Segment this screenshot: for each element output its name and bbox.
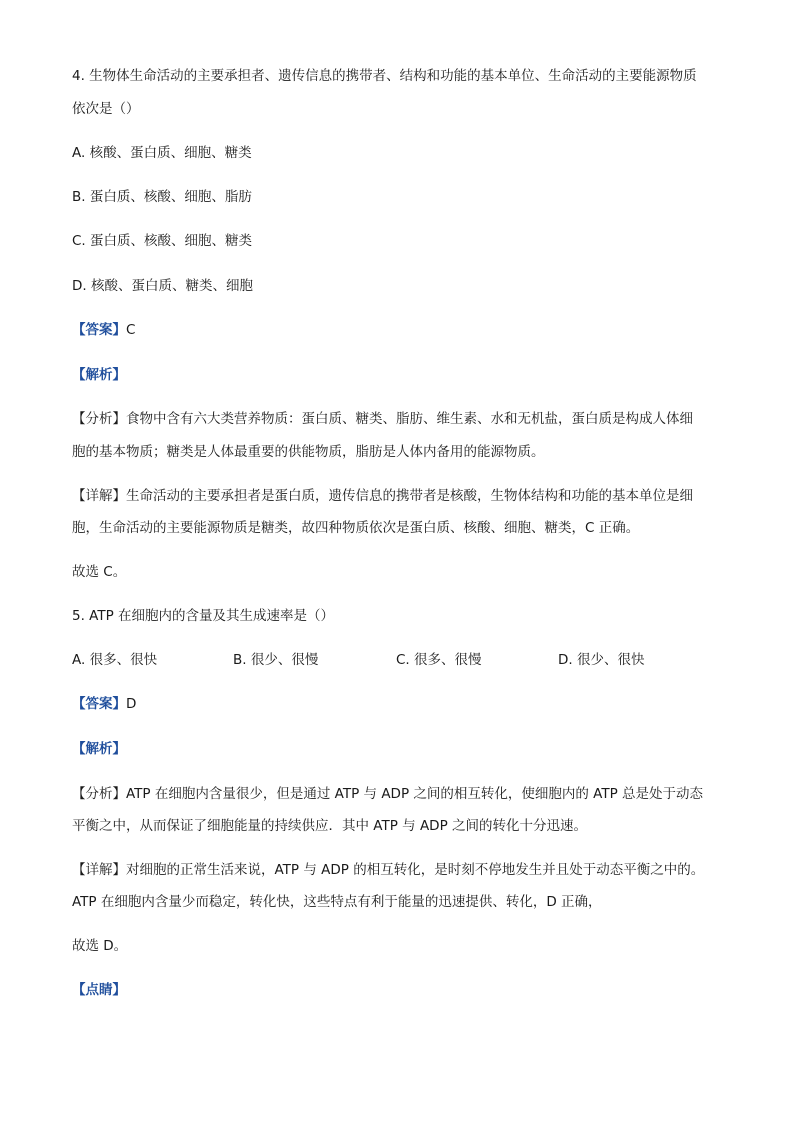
q4-fenxi-line2: 胞的基本物质；糖类是人体最重要的供能物质，脂肪是人体内备用的能源物质。: [72, 444, 545, 460]
q5-answer-tag: 【答案】: [72, 696, 126, 712]
q4-answer: [72, 321, 135, 339]
q4-stem-line2: 依次是（）: [72, 101, 140, 117]
q4-answer-value: C: [126, 322, 136, 338]
q5-xiangjie-text1: 对细胞的正常生活来说，ATP 与 ADP 的相互转化，是时刻不停地发生并且处于动态平衡之中的。: [126, 862, 705, 878]
q4-option-c: C. 蛋白质、核酸、细胞、糖类: [72, 233, 253, 249]
q4-xiangjie-tag: 【详解】: [72, 488, 126, 504]
q5-fenxi-text1: ATP 在细胞内含量很少，但是通过 ATP 与 ADP 之间的相互转化，使细胞内的 ATP 总是处于动态: [126, 786, 704, 802]
q4-fenxi-text1: 食物中含有六大类营养物质：蛋白质、糖类、脂肪、维生素、水和无机盐，蛋白质是构成人体细: [126, 411, 693, 427]
q4-option-d: D. 核酸、蛋白质、糖类、细胞: [72, 278, 253, 294]
q4-answer-tag: 【答案】: [72, 322, 126, 338]
q5-answer-value: D: [126, 696, 137, 712]
q4-xiangjie-text1: 生命活动的主要承担者是蛋白质，遗传信息的携带者是核酸，生物体结构和功能的基本单位是细: [126, 488, 693, 504]
q4-analysis-tag: 【解析】: [72, 367, 126, 383]
q5-conclusion: 故选 D。: [72, 938, 128, 954]
q5-analysis-tag: 【解析】: [72, 741, 126, 757]
q5-option-b: B. 很少、很慢: [233, 652, 319, 668]
q5-dianjing-heading: [72, 981, 126, 999]
q4-fenxi-line1: [72, 410, 693, 428]
q5-fenxi-line1: [72, 785, 703, 803]
q5-option-a: A. 很多、很快: [72, 652, 158, 668]
q5-fenxi-line2: 平衡之中，从而保证了细胞能量的持续供应．其中 ATP 与 ADP 之间的转化十分迅速。: [72, 818, 588, 834]
q5-option-d: D. 很少、很快: [558, 652, 645, 668]
q4-fenxi-tag: 【分析】: [72, 411, 126, 427]
q4-stem-line1: 4. 生物体生命活动的主要承担者、遗传信息的携带者、结构和功能的基本单位、生命活动的主要能源物质: [72, 68, 697, 84]
q5-xiangjie-tag: 【详解】: [72, 862, 126, 878]
q5-xiangjie-line1: [72, 861, 704, 879]
q5-analysis-heading: [72, 740, 126, 758]
q4-conclusion: 故选 C。: [72, 564, 127, 580]
q4-xiangjie-line1: [72, 487, 693, 505]
q5-fenxi-tag: 【分析】: [72, 786, 126, 802]
q5-option-c: C. 很多、很慢: [396, 652, 482, 668]
q4-option-a: A. 核酸、蛋白质、细胞、糖类: [72, 145, 252, 161]
q4-option-b: B. 蛋白质、核酸、细胞、脂肪: [72, 189, 252, 205]
q4-xiangjie-line2: 胞，生命活动的主要能源物质是糖类，故四种物质依次是蛋白质、核酸、细胞、糖类，C 正确。: [72, 520, 640, 536]
q5-stem: 5. ATP 在细胞内的含量及其生成速率是（）: [72, 608, 335, 624]
q5-answer: [72, 695, 136, 713]
q4-analysis-heading: [72, 366, 126, 384]
q5-xiangjie-line2: ATP 在细胞内含量少而稳定，转化快，这些特点有利于能量的迅速提供、转化，D 正确，: [72, 894, 602, 910]
q5-dianjing-tag: 【点睛】: [72, 982, 126, 998]
